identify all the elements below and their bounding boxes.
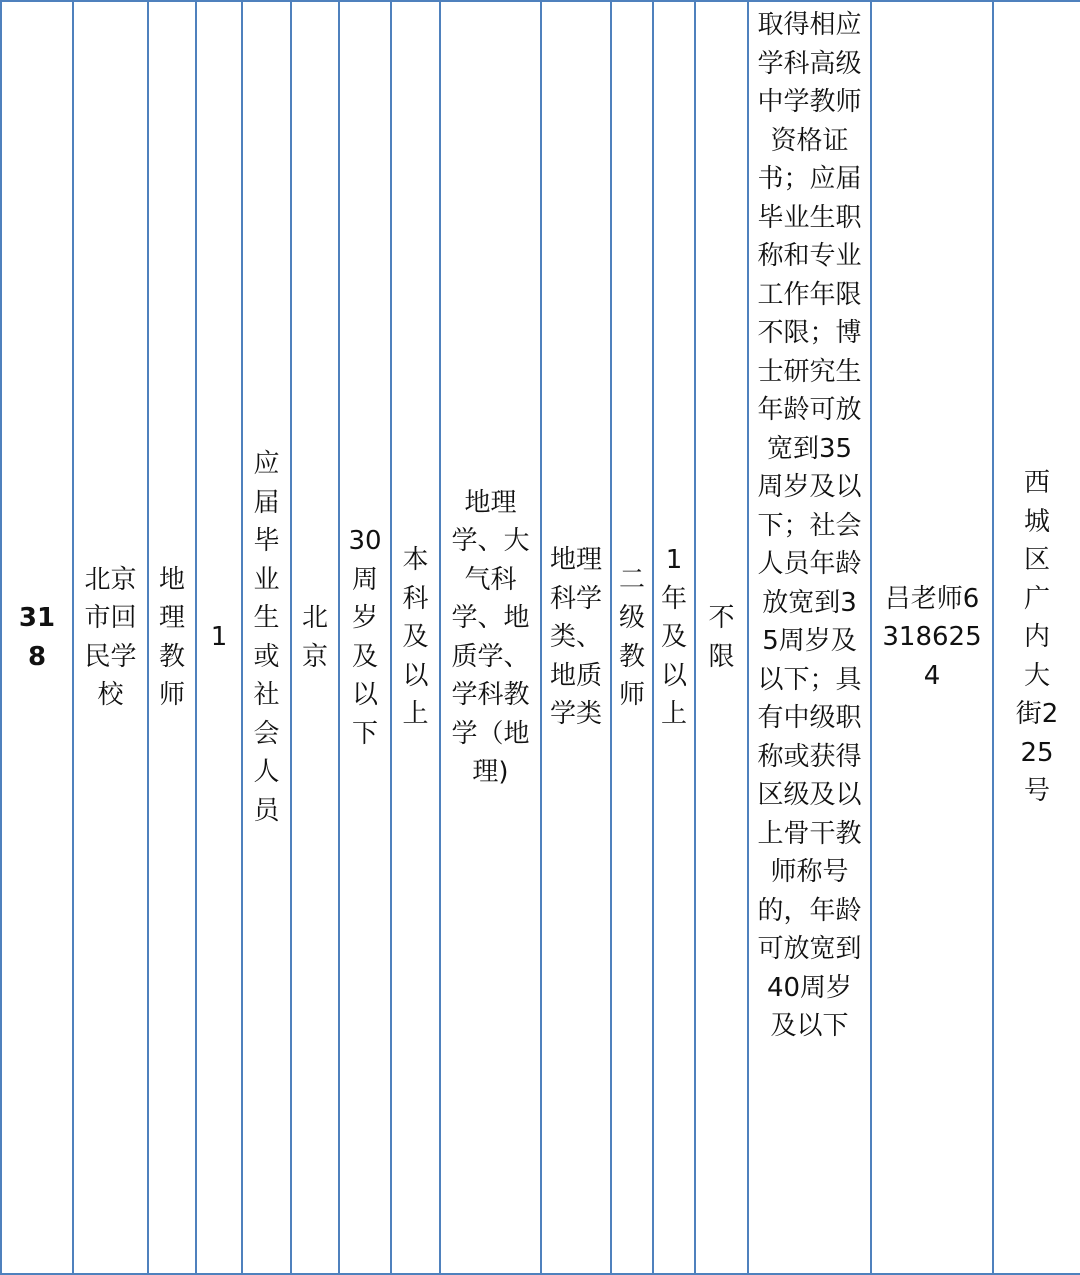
count-cell: 1: [196, 1, 242, 1274]
address-cell: 西城区广内大街225号: [993, 1, 1080, 1274]
age-cell: 30周岁及以下: [339, 1, 391, 1274]
origin-cell: 北京: [291, 1, 339, 1274]
contact-cell: 吕老师63186254: [871, 1, 993, 1274]
major-cell: 地理学、大气科学、地质学、学科教学（地理): [440, 1, 541, 1274]
other-cell: 不限: [695, 1, 748, 1274]
education-cell: 本科及以上: [391, 1, 440, 1274]
title-cell: 二级教师: [611, 1, 653, 1274]
major-category-cell: 地理科学类、地质学类: [541, 1, 611, 1274]
index-cell: 318: [1, 1, 73, 1274]
experience-cell: 1年及以上: [653, 1, 695, 1274]
target-cell: 应届毕业生或社会人员: [242, 1, 291, 1274]
employer-cell: 北京市回民学校: [73, 1, 148, 1274]
table-row: [1, 1, 1080, 1274]
remarks-cell: 取得相应学科高级中学教师资格证书；应届毕业生职称和专业工作年限不限；博士研究生年龄可放宽到35周岁及以下；社会人员年龄放宽到35周岁及以下；具有中级职称或获得区级及以上骨干教师称号的，年龄可放宽到40周岁及以下: [748, 1, 871, 1274]
position-cell: 地理教师: [148, 1, 196, 1274]
